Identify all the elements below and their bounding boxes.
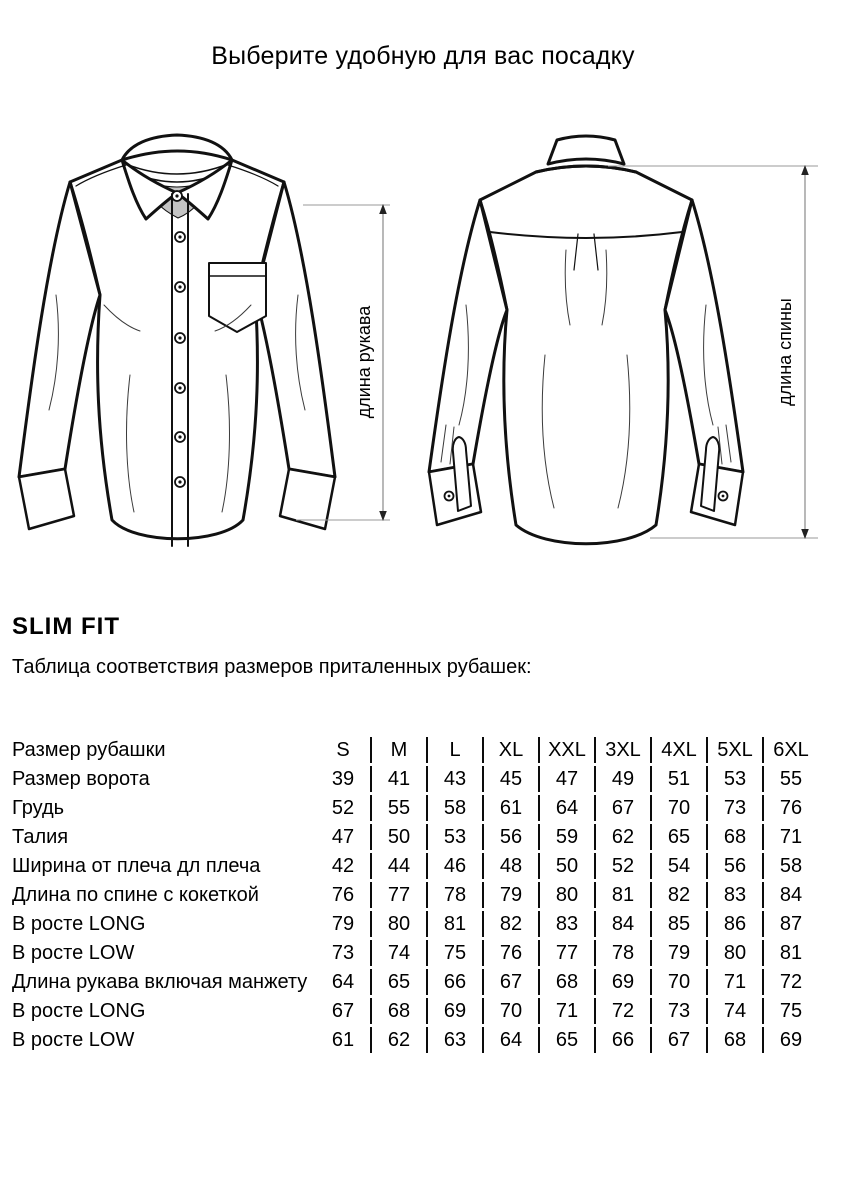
- size-value-cell: 64: [482, 1027, 538, 1053]
- back-length-label: длина спины: [775, 298, 795, 406]
- size-table-row: [12, 911, 818, 937]
- size-column-header: 5XL: [706, 737, 762, 763]
- size-value-cell: 58: [426, 795, 482, 821]
- size-column-header: XXL: [538, 737, 594, 763]
- size-value-cell: 74: [706, 998, 762, 1024]
- size-value-cell: 71: [706, 969, 762, 995]
- size-column-header: XL: [482, 737, 538, 763]
- size-column-header: M: [370, 737, 426, 763]
- size-value-cell: 56: [482, 824, 538, 850]
- size-value-cell: 65: [650, 824, 706, 850]
- size-value-cell: 71: [762, 824, 818, 850]
- size-value-cell: 68: [706, 824, 762, 850]
- size-value-cell: 62: [594, 824, 650, 850]
- size-value-cell: 82: [650, 882, 706, 908]
- size-value-cell: 41: [370, 766, 426, 792]
- size-row-label: Грудь: [12, 797, 65, 819]
- size-row-label: Ширина от плеча дл плеча: [12, 855, 261, 877]
- size-value-cell: 77: [370, 882, 426, 908]
- size-table-header-label: Размер рубашки: [12, 739, 166, 761]
- size-value-cell: 61: [331, 1029, 355, 1051]
- size-value-cell: 51: [650, 766, 706, 792]
- size-table-row: [12, 795, 818, 821]
- size-value-cell: 85: [650, 911, 706, 937]
- size-column-header: 6XL: [762, 737, 818, 763]
- size-value-cell: 80: [706, 940, 762, 966]
- size-value-cell: 75: [426, 940, 482, 966]
- size-value-cell: 44: [370, 853, 426, 879]
- size-value-cell: 73: [331, 942, 355, 964]
- size-value-cell: 73: [706, 795, 762, 821]
- size-value-cell: 47: [331, 826, 355, 848]
- size-value-cell: 65: [538, 1027, 594, 1053]
- shirt-back-drawing: [429, 136, 743, 544]
- size-column-header: S: [336, 739, 350, 761]
- size-value-cell: 81: [426, 911, 482, 937]
- size-value-cell: 74: [370, 940, 426, 966]
- size-row-label: Длина рукава включая манжету: [12, 971, 308, 993]
- size-value-cell: 66: [426, 969, 482, 995]
- size-table-row: [12, 998, 818, 1024]
- size-value-cell: 67: [482, 969, 538, 995]
- chest-pocket: [209, 263, 266, 332]
- size-value-cell: 77: [538, 940, 594, 966]
- shirt-diagram-svg: [0, 120, 846, 595]
- size-value-cell: 80: [370, 911, 426, 937]
- size-value-cell: 68: [538, 969, 594, 995]
- size-value-cell: 53: [706, 766, 762, 792]
- size-row-label: Талия: [12, 826, 69, 848]
- size-value-cell: 69: [426, 998, 482, 1024]
- size-value-cell: 83: [538, 911, 594, 937]
- size-value-cell: 47: [538, 766, 594, 792]
- size-value-cell: 81: [762, 940, 818, 966]
- size-row-label: В росте LOW: [12, 1029, 135, 1051]
- size-value-cell: 50: [538, 853, 594, 879]
- size-value-cell: 68: [370, 998, 426, 1024]
- size-value-cell: 48: [482, 853, 538, 879]
- size-value-cell: 64: [331, 971, 355, 993]
- size-value-cell: 62: [370, 1027, 426, 1053]
- shirt-illustrations: [0, 120, 846, 595]
- size-value-cell: 46: [426, 853, 482, 879]
- size-value-cell: 76: [482, 940, 538, 966]
- size-value-cell: 84: [594, 911, 650, 937]
- size-value-cell: 49: [594, 766, 650, 792]
- size-value-cell: 43: [426, 766, 482, 792]
- size-value-cell: 63: [426, 1027, 482, 1053]
- size-value-cell: 72: [762, 969, 818, 995]
- size-value-cell: 86: [706, 911, 762, 937]
- size-value-cell: 65: [370, 969, 426, 995]
- size-value-cell: 53: [426, 824, 482, 850]
- size-table-row: [12, 1027, 818, 1053]
- size-value-cell: 73: [650, 998, 706, 1024]
- size-value-cell: 68: [706, 1027, 762, 1053]
- size-table: [12, 734, 818, 1056]
- size-value-cell: 45: [482, 766, 538, 792]
- size-table-row: [12, 766, 818, 792]
- size-row-label: В росте LOW: [12, 942, 135, 964]
- size-row-label: В росте LONG: [12, 1000, 146, 1022]
- size-table-header-row: [12, 737, 818, 763]
- size-value-cell: 58: [762, 853, 818, 879]
- size-value-cell: 52: [594, 853, 650, 879]
- page-title: Выберите удобную для вас посадку: [211, 42, 635, 70]
- size-row-label: Размер ворота: [12, 768, 150, 790]
- size-value-cell: 84: [762, 882, 818, 908]
- size-value-cell: 39: [331, 768, 355, 790]
- size-value-cell: 67: [594, 795, 650, 821]
- size-value-cell: 80: [538, 882, 594, 908]
- size-value-cell: 87: [762, 911, 818, 937]
- size-value-cell: 52: [331, 797, 355, 819]
- size-value-cell: 70: [482, 998, 538, 1024]
- size-table-row: [12, 969, 818, 995]
- size-value-cell: 78: [594, 940, 650, 966]
- size-value-cell: 66: [594, 1027, 650, 1053]
- size-value-cell: 69: [594, 969, 650, 995]
- size-value-cell: 83: [706, 882, 762, 908]
- size-value-cell: 81: [594, 882, 650, 908]
- size-value-cell: 61: [482, 795, 538, 821]
- size-value-cell: 59: [538, 824, 594, 850]
- size-value-cell: 75: [762, 998, 818, 1024]
- size-column-header: 4XL: [650, 737, 706, 763]
- size-value-cell: 70: [650, 795, 706, 821]
- size-column-header: L: [426, 737, 482, 763]
- size-table-row: [12, 940, 818, 966]
- size-value-cell: 54: [650, 853, 706, 879]
- size-value-cell: 64: [538, 795, 594, 821]
- sleeve-length-label: длина рукава: [354, 305, 374, 419]
- size-value-cell: 82: [482, 911, 538, 937]
- size-value-cell: 56: [706, 853, 762, 879]
- size-value-cell: 71: [538, 998, 594, 1024]
- size-value-cell: 55: [762, 766, 818, 792]
- size-value-cell: 67: [331, 1000, 355, 1022]
- size-value-cell: 42: [331, 855, 355, 877]
- size-value-cell: 72: [594, 998, 650, 1024]
- size-value-cell: 79: [331, 913, 355, 935]
- size-row-label: Длина по спине с кокеткой: [12, 884, 259, 906]
- size-value-cell: 79: [482, 882, 538, 908]
- size-value-cell: 76: [331, 884, 355, 906]
- fit-heading: SLIM FIT: [12, 613, 120, 640]
- size-value-cell: 67: [650, 1027, 706, 1053]
- size-value-cell: 50: [370, 824, 426, 850]
- size-value-cell: 69: [762, 1027, 818, 1053]
- size-value-cell: 78: [426, 882, 482, 908]
- size-value-cell: 79: [650, 940, 706, 966]
- size-value-cell: 76: [762, 795, 818, 821]
- size-row-label: В росте LONG: [12, 913, 146, 935]
- size-table-row: [12, 882, 818, 908]
- table-caption: Таблица соответствия размеров приталенных рубашек:: [12, 656, 532, 678]
- size-column-header: 3XL: [594, 737, 650, 763]
- size-value-cell: 55: [370, 795, 426, 821]
- shirt-front-drawing: [19, 135, 335, 546]
- size-table-row: [12, 824, 818, 850]
- size-value-cell: 70: [650, 969, 706, 995]
- size-table-row: [12, 853, 818, 879]
